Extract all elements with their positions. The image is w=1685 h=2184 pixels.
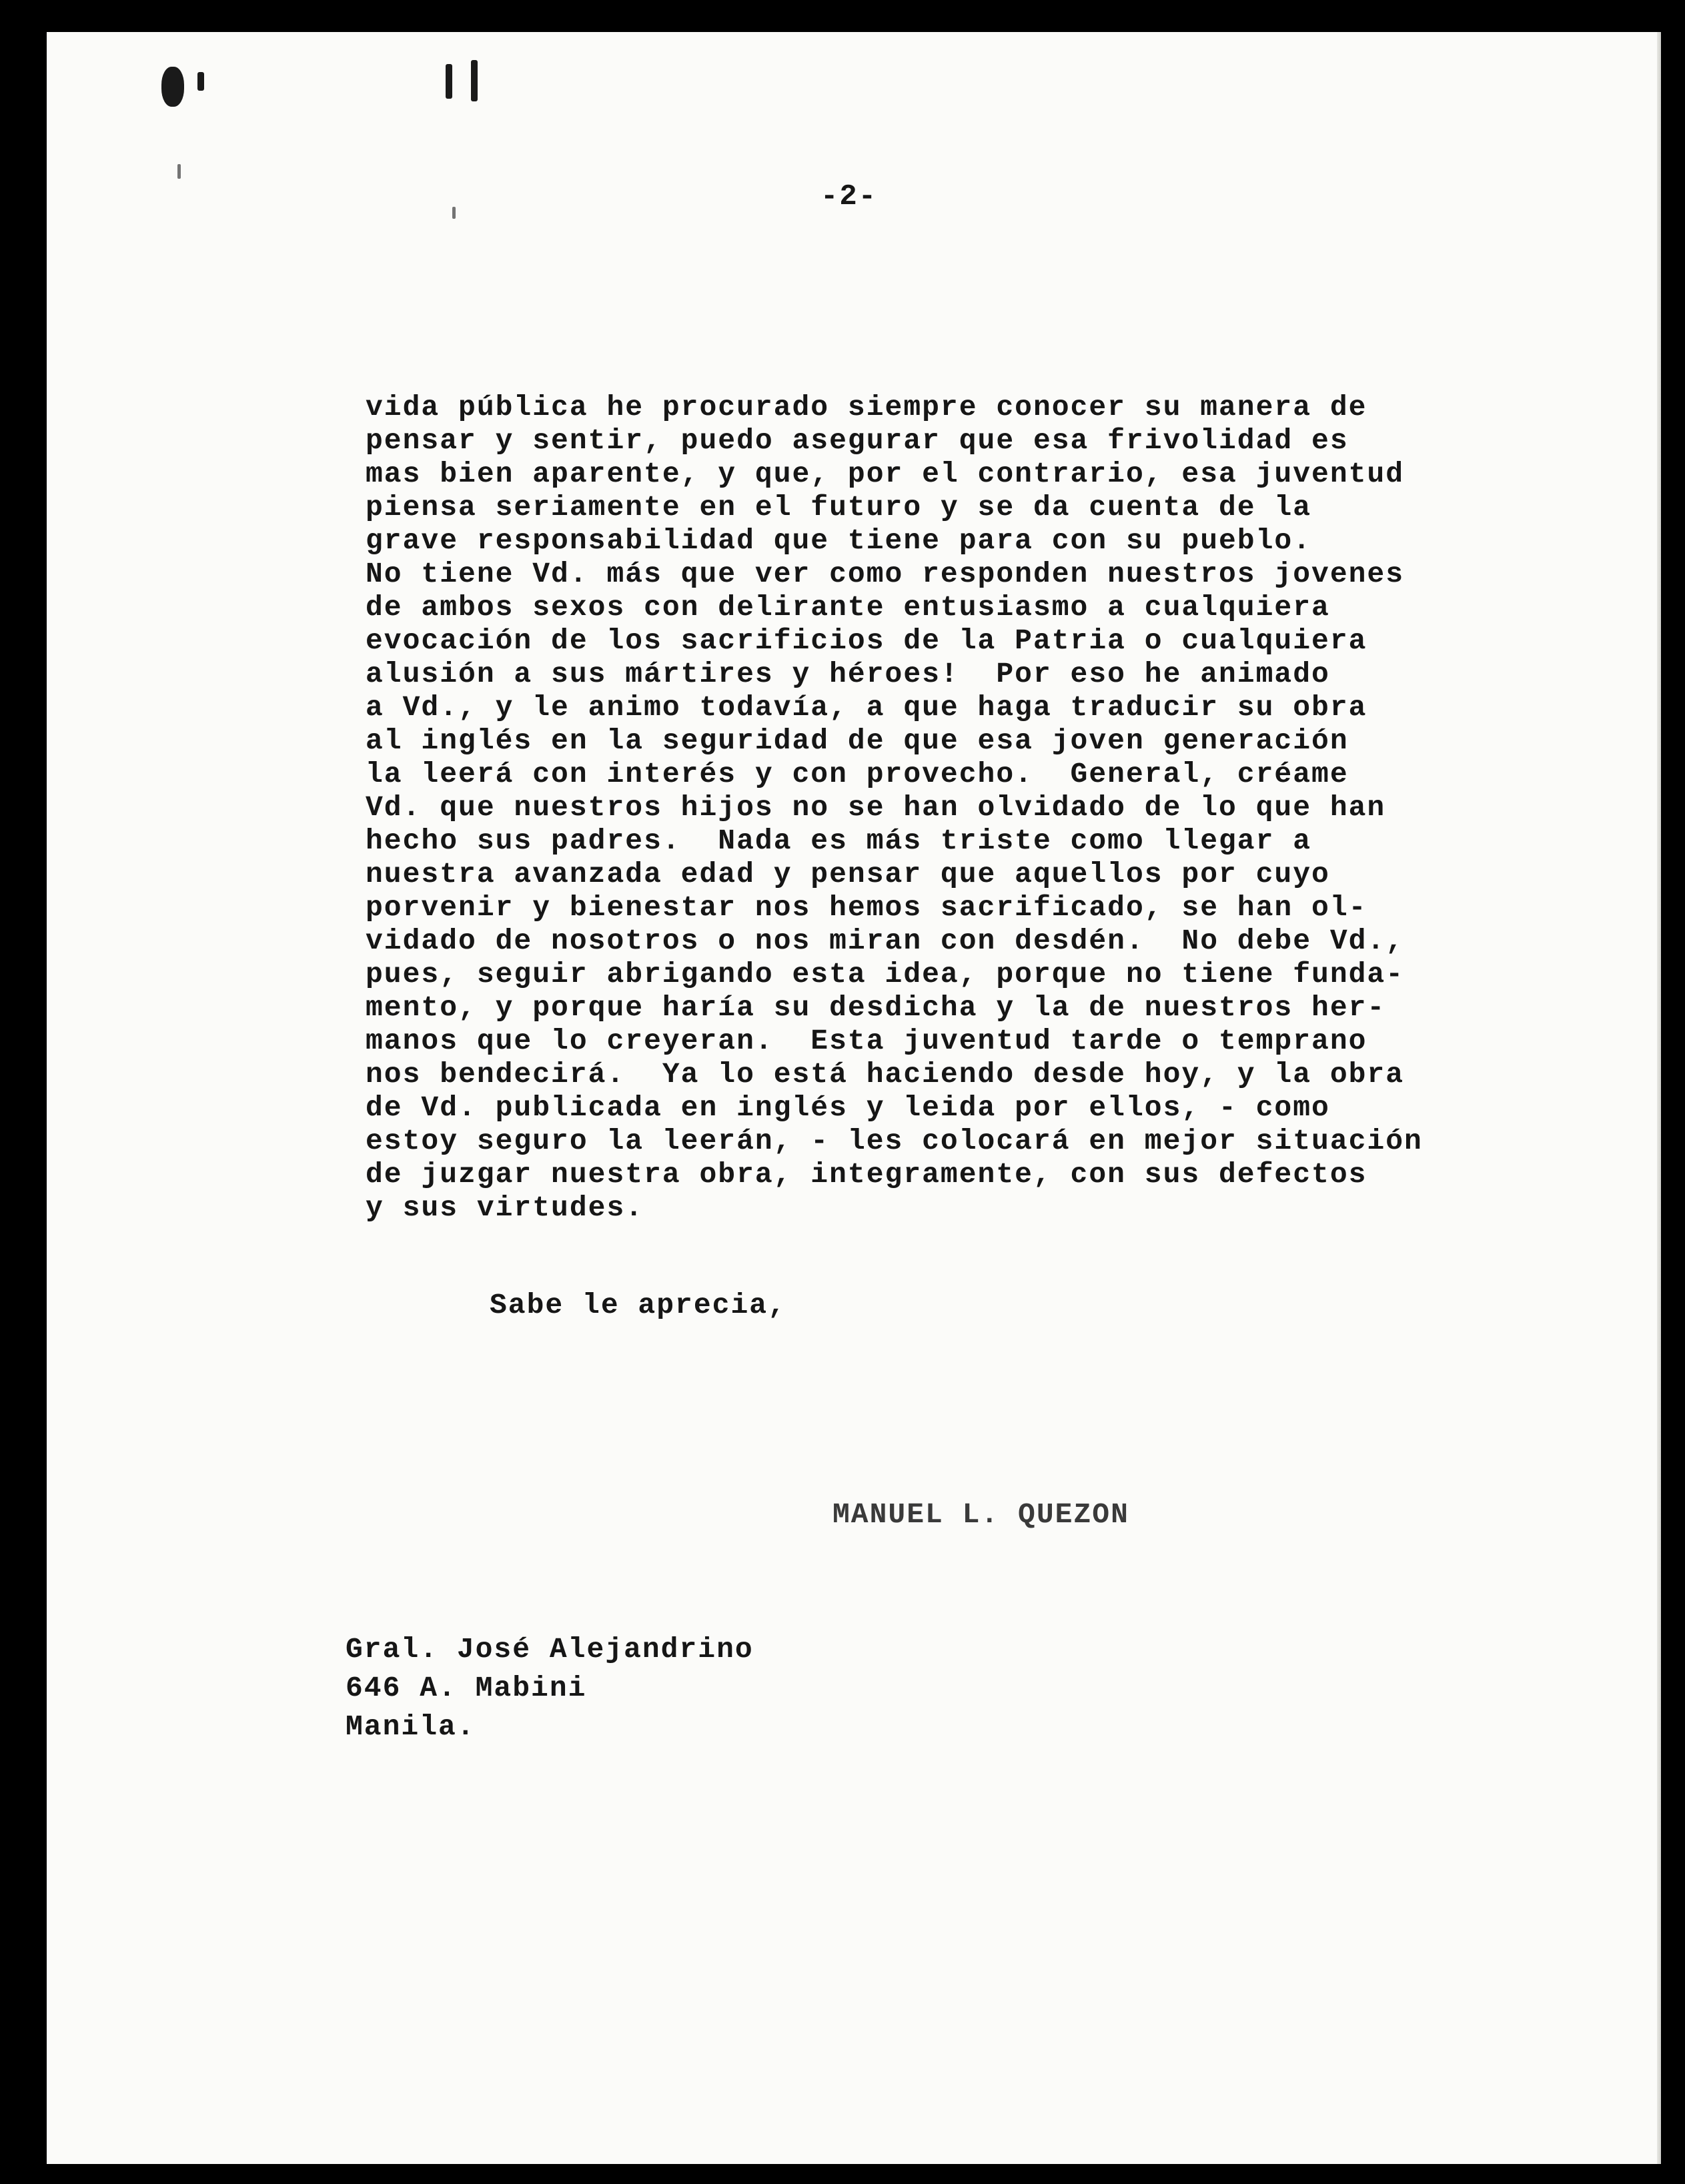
body-line: la leerá con interés y con provecho. General, créame (366, 758, 1349, 790)
body-line: vida pública he procurado siempre conocer su manera de (366, 391, 1367, 424)
scan-mark (471, 60, 478, 101)
body-line: evocación de los sacrificios de la Patria o cualquiera (366, 624, 1367, 657)
letter-body (366, 391, 1566, 1225)
body-line: pues, seguir abrigando esta idea, porque no tiene funda- (366, 958, 1405, 991)
body-line: nos bendecirá. Ya lo está haciendo desde hoy, y la obra (366, 1058, 1405, 1091)
address-line: Gral. José Alejandrino (346, 1633, 754, 1666)
closing-salutation: Sabe le aprecia, (490, 1289, 786, 1321)
address-line: 646 A. Mabini (346, 1672, 587, 1704)
recipient-address (346, 1630, 754, 1746)
body-line: hecho sus padres. Nada es más triste como llegar a (366, 825, 1312, 857)
body-line: estoy seguro la leerán, - les colocará en mejor situación (366, 1125, 1423, 1157)
scan-mark (452, 207, 456, 219)
page-number: -2- (820, 180, 878, 213)
body-line: manos que lo creyeran. Esta juventud tarde o temprano (366, 1025, 1367, 1057)
scan-mark (177, 164, 181, 179)
body-line: de juzgar nuestra obra, integramente, con sus defectos (366, 1158, 1367, 1191)
body-line: alusión a sus mártires y héroes! Por eso he animado (366, 658, 1330, 690)
letter-page (47, 32, 1661, 2164)
body-line: nuestra avanzada edad y pensar que aquellos por cuyo (366, 858, 1330, 891)
page-edge (1657, 32, 1661, 2164)
body-line: de ambos sexos con delirante entusiasmo a cualquiera (366, 591, 1330, 624)
signature-name: MANUEL L. QUEZON (832, 1498, 1129, 1531)
body-line: vidado de nosotros o nos miran con desdén. No debe Vd., (366, 925, 1405, 957)
body-line: de Vd. publicada en inglés y leida por ellos, - como (366, 1091, 1330, 1124)
scan-mark (197, 72, 204, 91)
body-line: al inglés en la seguridad de que esa joven generación (366, 724, 1349, 757)
scan-mark (446, 64, 452, 99)
body-line: No tiene Vd. más que ver como responden nuestros jovenes (366, 558, 1405, 590)
address-line: Manila. (346, 1710, 476, 1743)
body-line: piensa seriamente en el futuro y se da cuenta de la (366, 491, 1312, 524)
scan-mark (161, 67, 184, 107)
body-line: porvenir y bienestar nos hemos sacrificado, se han ol- (366, 891, 1367, 924)
body-line: a Vd., y le animo todavía, a que haga traducir su obra (366, 691, 1367, 724)
body-line: mento, y porque haría su desdicha y la de nuestros her- (366, 991, 1386, 1024)
body-line: mas bien aparente, y que, por el contrario, esa juventud (366, 458, 1405, 490)
body-line: y sus virtudes. (366, 1191, 644, 1224)
body-line: pensar y sentir, puedo asegurar que esa frivolidad es (366, 424, 1349, 457)
body-line: grave responsabilidad que tiene para con su pueblo. (366, 524, 1312, 557)
body-line: Vd. que nuestros hijos no se han olvidado de lo que han (366, 791, 1386, 824)
